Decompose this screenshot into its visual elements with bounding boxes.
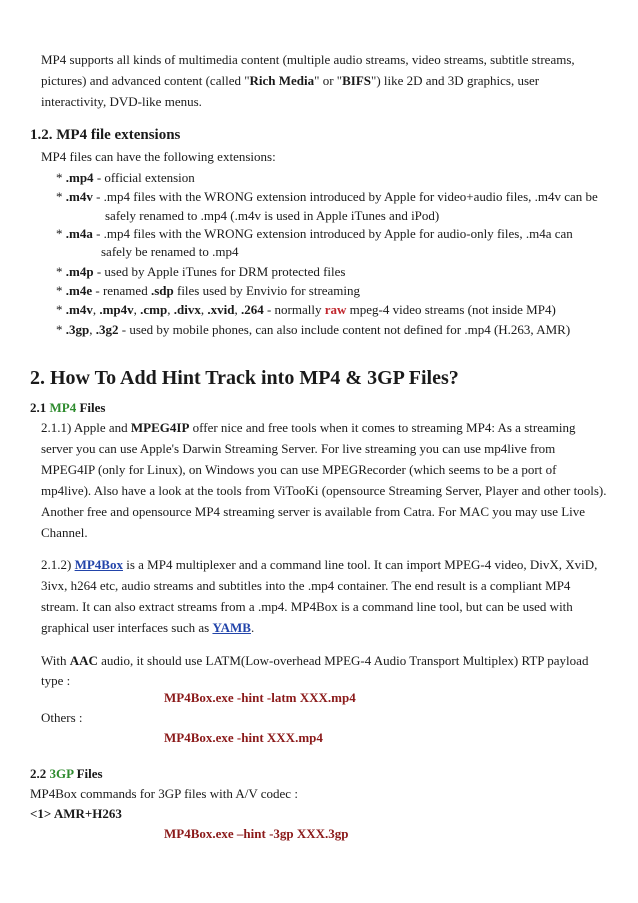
para-2-1-2-line-3: stream. It can also extract streams from a .mp4. MP4Box is a command line tool, but can be used with xyxy=(41,599,573,614)
mp4box-link[interactable]: MP4Box xyxy=(74,557,123,572)
command-hint: MP4Box.exe -hint XXX.mp4 xyxy=(164,730,323,745)
list-item-m4p: * .m4p - used by Apple iTunes for DRM protected files xyxy=(56,264,346,279)
para-2-1-1-line-3: MPEG4IP (only for Linux), on Windows you can use MPEGRecorder (which seems to be a port of xyxy=(41,462,557,477)
raw-highlight: raw xyxy=(324,302,347,317)
list-item-m4a-cont: safely be renamed to .mp4 xyxy=(101,244,239,259)
aac-line-1: With AAC audio, it should use LATM(Low-overhead MPEG-4 Audio Transport Multiplex) RTP payload xyxy=(41,653,589,668)
list-item-mp4: * .mp4 - official extension xyxy=(56,170,195,185)
others-label: Others : xyxy=(41,710,83,725)
intro-line-3: interactivity, DVD-like menus. xyxy=(41,94,202,109)
list-item-3gp: * .3gp, .3g2 - used by mobile phones, can also include content not defined for .mp4 (H.263, AMR) xyxy=(56,322,571,337)
command-hint-latm: MP4Box.exe -hint -latm XXX.mp4 xyxy=(164,690,356,705)
para-2-1-2-line-1: 2.1.2) MP4Box is a MP4 multiplexer and a command line tool. It can import MPEG-4 video, DivX, XviD, xyxy=(41,557,598,572)
list-item-m4a: * .m4a - .mp4 files with the WRONG extension introduced by Apple for audio-only files, .m4a can xyxy=(56,226,573,241)
para-2-2-line-2: <1> AMR+H263 xyxy=(30,806,122,821)
para-2-1-1-line-2: server you can use Apple's Darwin Streaming Server. For live streaming you can use mp4live from xyxy=(41,441,556,456)
para-2-1-1-line-5: Another free and opensource MP4 streaming server is available from Catra. For MAC you may use Live xyxy=(41,504,586,519)
para-2-1-1-line-4: mp4live). Also have a look at the tools from ViTooKi (opensource Streaming Server, Player and other tools). xyxy=(41,483,607,498)
subsection-heading-2-2: 2.2 3GP Files xyxy=(30,766,103,781)
para-2-1-1-line-6: Channel. xyxy=(41,525,88,540)
para-2-1-1-line-1: 2.1.1) Apple and MPEG4IP offer nice and free tools when it comes to streaming MP4: As a streaming xyxy=(41,420,576,435)
section-heading-1-2: 1.2. MP4 file extensions xyxy=(30,127,181,143)
list-item-m4v-cont: safely renamed to .mp4 (.m4v is used in Apple iTunes and iPod) xyxy=(105,208,440,223)
para-2-1-2-line-4: graphical user interfaces such as YAMB. xyxy=(41,620,255,635)
yamb-link[interactable]: YAMB xyxy=(212,620,251,635)
list-item-raw-streams: * .m4v, .mp4v, .cmp, .divx, .xvid, .264 - normally raw mpeg-4 video streams (not inside MP4) xyxy=(56,302,556,317)
para-2-1-2-line-2: 3ivx, h264 etc, audio streams and subtitles into the .mp4 container. The end result is a compliant MP4 xyxy=(41,578,571,593)
aac-line-2: type : xyxy=(41,673,71,688)
bifs-term: BIFS xyxy=(342,73,372,88)
intro-line-2: pictures) and advanced content (called "Rich Media" or "BIFS") like 2D and 3D graphics, user xyxy=(41,73,540,88)
list-item-m4e: * .m4e - renamed .sdp files used by Envivio for streaming xyxy=(56,283,361,298)
para-2-2-line-1: MP4Box commands for 3GP files with A/V codec : xyxy=(30,786,298,801)
subsection-heading-2-1: 2.1 MP4 Files xyxy=(30,400,106,415)
command-hint-3gp: MP4Box.exe –hint -3gp XXX.3gp xyxy=(164,826,349,841)
rich-media-term: Rich Media xyxy=(249,73,315,88)
extensions-lead: MP4 files can have the following extensions: xyxy=(41,149,276,164)
section-heading-2: 2. How To Add Hint Track into MP4 & 3GP Files? xyxy=(30,367,459,389)
list-item-m4v: * .m4v - .mp4 files with the WRONG extension introduced by Apple for video+audio files, .m4v can be xyxy=(56,189,598,204)
intro-line-1: MP4 supports all kinds of multimedia content (multiple audio streams, video streams, subtitle streams, xyxy=(41,52,575,67)
